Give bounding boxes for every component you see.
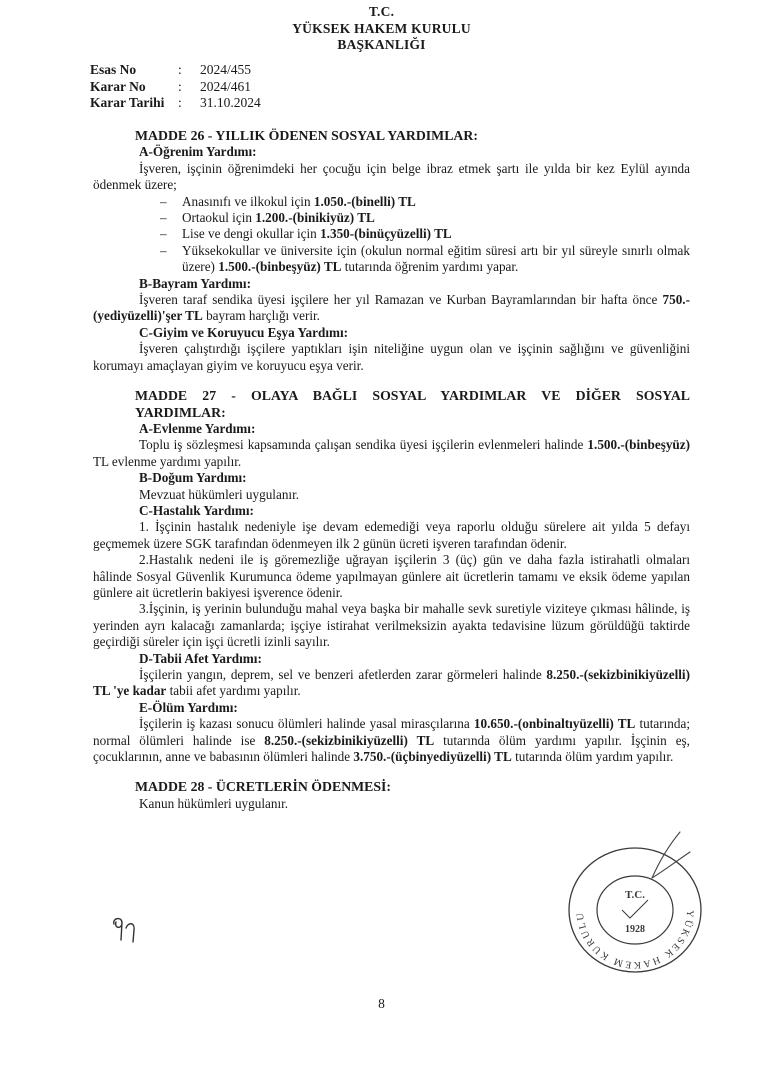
list-item xyxy=(160,210,690,226)
item-text-post: tutarında öğrenim yardımı yapar. xyxy=(341,259,519,275)
item-text: Lise ve dengi okullar için xyxy=(182,226,321,242)
meta-value: 2024/455 xyxy=(200,62,252,77)
madde-27-b-text: Mevzuat hükümleri uygulanır. xyxy=(139,486,300,502)
madde-27-d-title: D-Tabii Afet Yardımı: xyxy=(139,650,262,666)
meta-label: Karar Tarihi xyxy=(90,95,165,110)
seal-stamp xyxy=(560,840,710,980)
madde-27-c-p1: 1. İşçinin hastalık nedeniyle işe devam edemediği veya raporlu olduğu sürelere ait yılda 5 defayı geçmemek üzere SGK tarafından ödenmeyen ilk 2 günün ücreti işveren tarafından ödenir. xyxy=(93,519,690,551)
madde-27-a-text: Toplu iş sözleşmesi kapsamında çalışan sendika üyesi işçilerin evlenmeleri halinde 1.500.-(binbeşyüz) TL evlenme yardımı yapılır. xyxy=(93,437,690,469)
item-text: Ortaokul için xyxy=(182,210,256,226)
madde-28-text: Kanun hükümleri uygulanır. xyxy=(139,795,289,811)
madde-27-b-title: B-Doğum Yardımı: xyxy=(139,470,247,486)
madde-26-b-title: B-Bayram Yardımı: xyxy=(139,275,251,291)
meta-row-karar xyxy=(90,79,261,96)
madde-26-a-intro: İşveren, işçinin öğrenimdeki her çocuğu için belge ibraz etmek şartı ile yılda bir kez Eylül ayında ödenmek üzere; xyxy=(93,160,690,193)
meta-colon: : xyxy=(178,78,182,94)
header-line-2: YÜKSEK HAKEM KURULU xyxy=(292,20,471,36)
header-line-3: BAŞKANLIĞI xyxy=(337,37,426,52)
stamp-ring-text: YÜKSEK HAKEM KURULU xyxy=(574,909,696,971)
item-text: Yüksekokullar ve üniversite için (okulun normal eğitim süresi artı bir yıl süreyle sınırlı olmak üzere) xyxy=(182,242,690,275)
madde-27-e-text: İşçilerin iş kazası sonucu ölümleri halinde yasal mirasçılarına 10.650.-(onbinaltıyüzelli) TL tutarında; normal ölümleri halinde ise 8.250.-(sekizbinikiyüzelli) TL tutarında ölüm yardımı yapılır. İşçinin eş, çocuklarının, anne ve babasının ölümleri halinde 3.750.-(üçbinyediyüzelli) TL tutarında ölüm yardım yapılır. xyxy=(93,716,690,765)
madde-27-c-p2: 2.Hastalık nedeni ile iş göremezliğe uğrayan işçilerin 3 (üç) gün ve daha fazla istirahatli olmaları hâlinde Sosyal Güvenlik Kurumunca ödeme yapılmayan günlere ait ücretlerin tamamı ve eksik ödeme yapılan günlere ait ücretlerin bakiyesi işverence ödenir. xyxy=(93,552,690,600)
document-header xyxy=(0,4,763,54)
dash-bullet-icon: – xyxy=(160,210,167,226)
madde-27-c-title: C-Hastalık Yardımı: xyxy=(139,502,254,518)
madde-26-c-title: C-Giyim ve Koruyucu Eşya Yardımı: xyxy=(139,324,349,340)
madde-27-c-p3: 3.İşçinin, iş yerinin bulunduğu mahal veya başka bir mahalle sevk suretiyle viziteye çıkması hâlinde, iş yerinden ayrı kalacağı zamanlarda; işçiye istirahat verilmeksizin ayakta tedavisine lüzum görüldüğü taktirde geçirdiği süreler için işçi ücretli izinli sayılır. xyxy=(93,601,690,650)
meta-label: Karar No xyxy=(90,78,146,94)
svg-text:YÜKSEK HAKEM KURULU xyxy=(575,910,695,970)
madde-26-title: MADDE 26 - YILLIK ÖDENEN SOSYAL YARDIMLAR: xyxy=(135,128,478,143)
header-line-1: T.C. xyxy=(368,4,395,19)
item-amount: 1.050.-(binelli) TL xyxy=(313,193,416,209)
stamp-year: 1928 xyxy=(625,924,645,935)
dash-bullet-icon: – xyxy=(160,226,167,242)
item-amount: 1.350-(binüçyüzelli) TL xyxy=(320,226,452,242)
handwritten-initials-icon xyxy=(108,910,148,950)
document-body xyxy=(93,128,690,812)
madde-28-title: MADDE 28 - ÜCRETLERİN ÖDENMESİ: xyxy=(135,779,392,795)
madde-27-e-title: E-Ölüm Yardımı: xyxy=(139,699,238,715)
list-item xyxy=(160,226,690,242)
item-text: Anasınıfı ve ilkokul için xyxy=(182,193,314,209)
meta-label: Esas No xyxy=(90,62,137,77)
dash-bullet-icon: – xyxy=(160,193,167,209)
meta-colon: : xyxy=(178,62,182,77)
madde-27-a-title: A-Evlenme Yardımı: xyxy=(139,420,256,436)
stamp-center-text: T.C. xyxy=(625,889,645,901)
meta-value: 2024/461 xyxy=(200,78,252,94)
page-number: 8 xyxy=(378,996,385,1011)
meta-row-tarih xyxy=(90,95,261,112)
item-amount: 1.200.-(binikiyüz) TL xyxy=(255,210,375,226)
dash-bullet-icon: – xyxy=(160,242,167,258)
madde-26-b-text: İşveren taraf sendika üyesi işçilere her yıl Ramazan ve Kurban Bayramlarından bir hafta önce 750.-(yediyüzelli)'şer TL bayram harçlığı verir. xyxy=(93,292,690,324)
madde-27-d-text: İşçilerin yangın, deprem, sel ve benzeri afetlerden zarar görmeleri halinde 8.250.-(sekizbinikiyüzelli) TL 'ye kadar tabii afet yardımı yapılır. xyxy=(93,667,690,699)
case-meta xyxy=(90,62,261,112)
madde-27-title: MADDE 27 - OLAYA BAĞLI SOSYAL YARDIMLAR VE DİĞER SOSYAL YARDIMLAR: xyxy=(135,388,690,420)
meta-row-esas xyxy=(90,62,261,79)
meta-value: 31.10.2024 xyxy=(200,95,261,110)
list-item xyxy=(160,243,690,276)
meta-colon: : xyxy=(178,95,182,110)
list-item xyxy=(160,194,690,210)
item-amount: 1.500.-(binbeşyüz) TL xyxy=(218,259,342,275)
madde-26-c-text: İşveren çalıştırdığı işçilere yaptıkları işin niteliğine uygun olan ve işçinin sağlığını ve güvenliğini korumayı amaçlayan giyim ve koruyucu eşya verir. xyxy=(93,341,690,373)
madde-26-a-title: A-Öğrenim Yardımı: xyxy=(139,144,257,160)
ogrenim-list xyxy=(160,194,690,276)
